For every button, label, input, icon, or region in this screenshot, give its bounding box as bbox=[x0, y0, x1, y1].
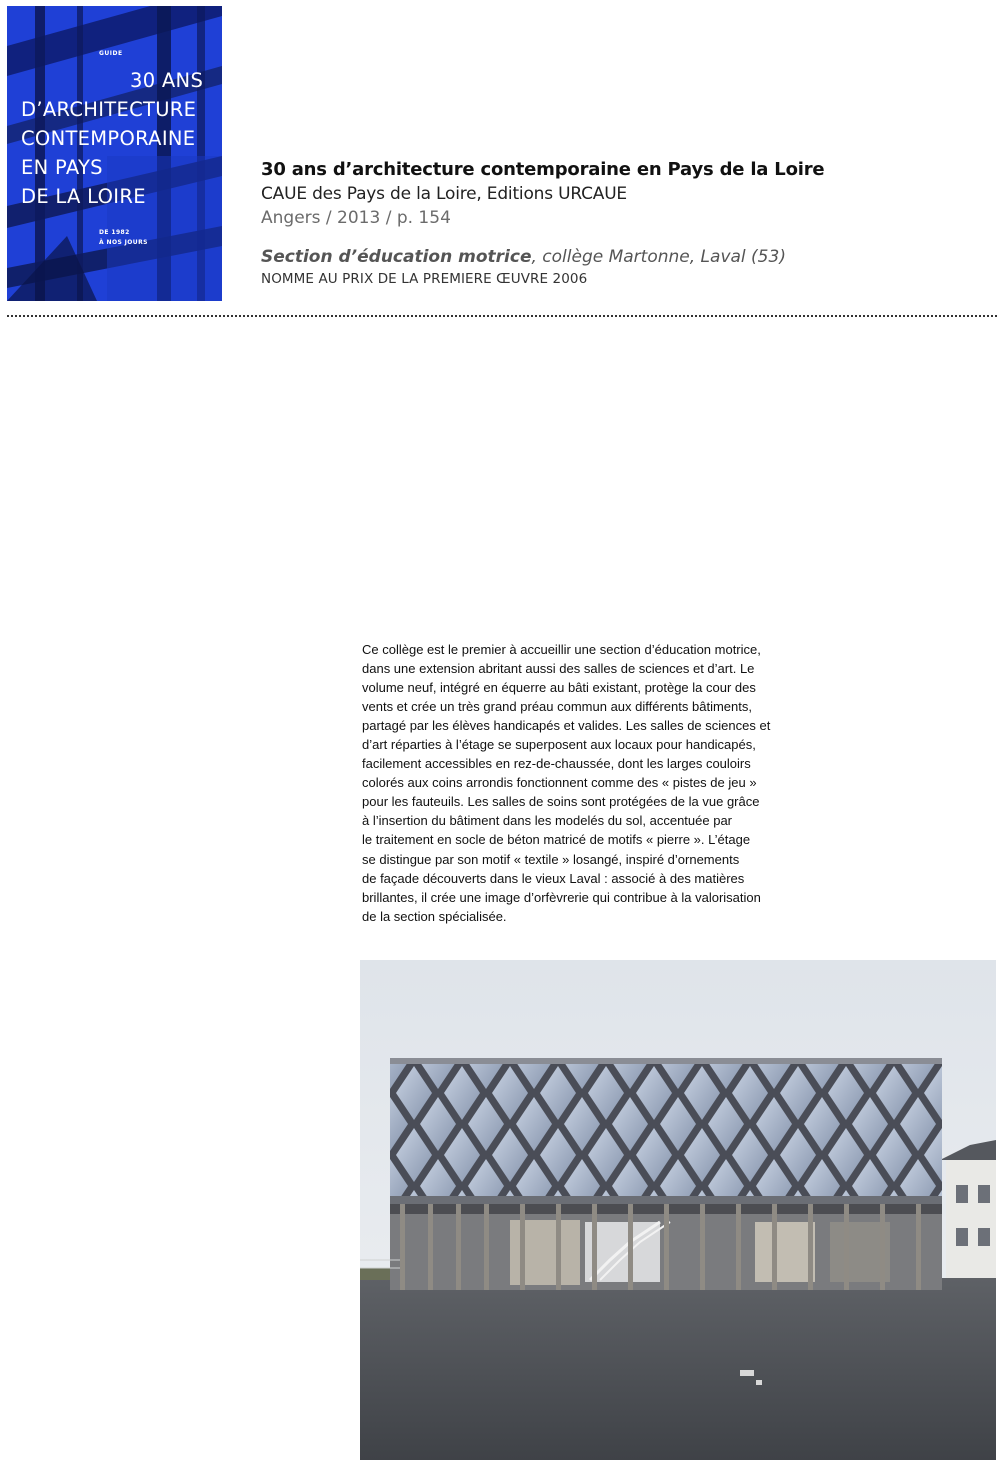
dotted-divider bbox=[7, 315, 997, 317]
cover-title-line: D’ARCHITECTURE bbox=[21, 98, 197, 121]
body-line: vents et crée un très grand préau commun aux différents bâtiments, bbox=[362, 699, 752, 715]
body-line: de la section spécialisée. bbox=[362, 908, 507, 924]
publication-place-date: Angers / 2013 / p. 154 bbox=[261, 208, 451, 228]
publication-publisher: CAUE des Pays de la Loire, Editions URCAUE bbox=[261, 184, 627, 204]
cover-title-line: 30 ANS bbox=[130, 69, 204, 92]
body-line: brillantes, il crée une image d’orfèvrerie qui contribue à la valorisation bbox=[362, 889, 761, 905]
cover-title bbox=[21, 66, 219, 211]
body-line: volume neuf, intégré en équerre au bâti existant, protège la cour des bbox=[362, 680, 756, 696]
body-line: Ce collège est le premier à accueillir une section d’éducation motrice, bbox=[362, 642, 761, 657]
building-illustration bbox=[360, 960, 996, 1460]
cover-title-line: CONTEMPORAINE bbox=[21, 127, 196, 150]
award-note: NOMME AU PRIX DE LA PREMIERE ŒUVRE 2006 bbox=[261, 271, 588, 287]
body-line: à l’insertion du bâtiment dans les modelés du sol, accentuée par bbox=[362, 813, 732, 829]
body-line: partagé par les élèves handicapés et valides. Les salles de sciences et bbox=[362, 718, 771, 734]
project-title: Section d’éducation motrice bbox=[261, 247, 532, 267]
cover-title-line: DE LA LOIRE bbox=[21, 185, 146, 208]
cover-date-line: DE 1982 bbox=[99, 229, 130, 236]
project-heading bbox=[261, 246, 824, 268]
article-body bbox=[362, 640, 828, 926]
building-photo bbox=[360, 960, 996, 1460]
body-line: le traitement en socle de béton matricé de motifs « pierre ». L’étage bbox=[362, 832, 751, 848]
cover-date-range bbox=[99, 228, 148, 248]
publication-header bbox=[261, 158, 824, 290]
project-location: , collège Martonne, Laval (53) bbox=[531, 247, 786, 267]
body-line: se distingue par son motif « textile » losangé, inspiré d’ornements bbox=[362, 851, 740, 867]
cover-date-line: À NOS JOURS bbox=[99, 239, 148, 246]
body-line: colorés aux coins arrondis fonctionnent comme des « pistes de jeu » bbox=[362, 775, 757, 791]
book-cover bbox=[7, 6, 222, 301]
body-line: facilement accessibles en rez-de-chaussée, dont les larges couloirs bbox=[362, 756, 751, 772]
body-line: de façade découverts dans le vieux Laval : associé à des matières bbox=[362, 870, 745, 886]
cover-title-line: EN PAYS bbox=[21, 156, 103, 179]
body-line: dans une extension abritant aussi des salles de sciences et d’art. Le bbox=[362, 661, 755, 677]
cover-guide-label: GUIDE bbox=[99, 50, 123, 57]
publication-title: 30 ans d’architecture contemporaine en Pays de la Loire bbox=[261, 159, 825, 180]
body-line: pour les fauteuils. Les salles de soins sont protégées de la vue grâce bbox=[362, 794, 760, 810]
body-line: d’art réparties à l’étage se superposent aux locaux pour handicapés, bbox=[362, 737, 756, 753]
